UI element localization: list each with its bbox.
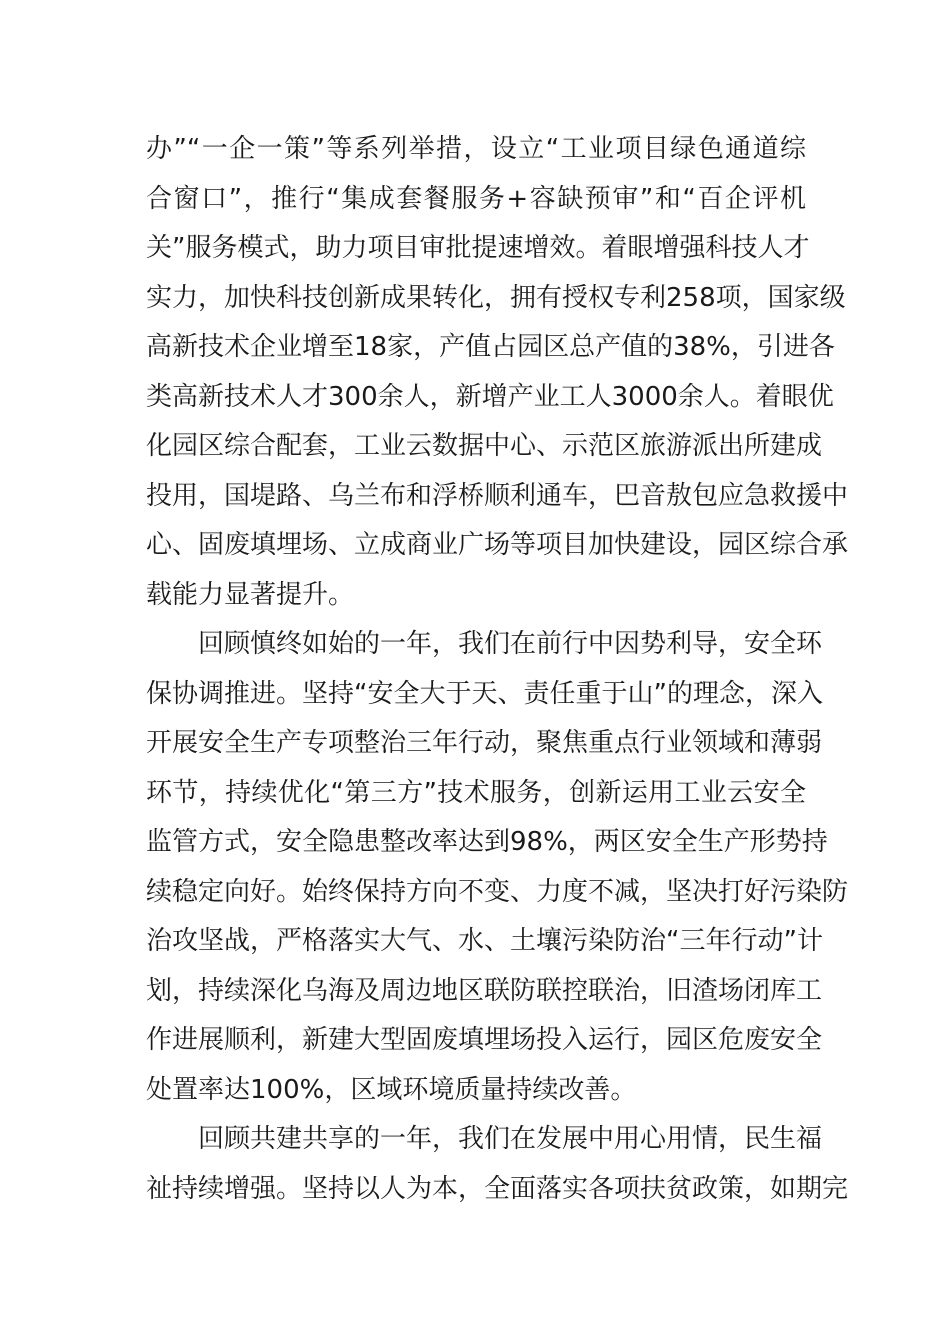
text-line: 处置率达100%，区域环境质量持续改善。 [146,1074,637,1105]
text-line: 划，持续深化乌海及周边地区联防联控联治，旧渣场闭库工 [146,975,823,1006]
text-line: 监管方式，安全隐患整改率达到98%，两区安全生产形势持 [146,827,828,857]
text-line: 类高新技术人才300余人，新增产业工人3000余人。着眼优 [146,381,834,412]
body-text [146,125,849,1214]
text-line: 祉持续增强。坚持以人为本，全面落实各项扶贫政策，如期完 [146,1173,849,1204]
text-line: 投用，国堤路、乌兰布和浮桥顺利通车，巴音敖包应急救援中 [146,480,849,511]
text-line: 心、固废填埋场、立成商业广场等项目加快建设，园区综合承 [146,530,849,560]
text-line: 高新技术企业增至18家，产值占园区总产值的38%，引进各 [146,332,835,362]
paragraph-2 [146,620,849,1115]
text-line: 化园区综合配套，工业云数据中心、示范区旅游派出所建成 [146,431,823,461]
text-line: 回顾共建共享的一年，我们在发展中用心用情，民生福 [198,1124,823,1154]
text-line: 环节，持续优化“第三方”技术服务，创新运用工业云安全 [146,777,806,808]
paragraph-3 [146,1115,849,1214]
text-line: 合窗口”，推行“集成套餐服务+容缺预审”和“百企评机 [146,183,806,214]
text-line: 实力，加快科技创新成果转化，拥有授权专利258项，国家级 [146,282,846,313]
text-line: 保协调推进。坚持“安全大于天、责任重于山”的理念，深入 [146,678,823,709]
text-line: 续稳定向好。始终保持方向不变、力度不减，坚决打好污染防 [146,876,849,907]
text-line: 办”“一企一策”等系列举措，设立“工业项目绿色通道综 [146,134,806,164]
text-line: 治攻坚战，严格落实大气、水、土壤污染防治“三年行动”计 [146,926,823,956]
text-line: 关”服务模式，助力项目审批提速增效。着眼增强科技人才 [146,233,810,263]
paragraph-1 [146,125,849,620]
text-line: 开展安全生产专项整治三年行动，聚焦重点行业领域和薄弱 [146,728,823,758]
text-line: 回顾慎终如始的一年，我们在前行中因势利导，安全环 [198,629,823,659]
text-line: 载能力显著提升。 [146,579,355,610]
text-line: 作进展顺利，新建大型固废填埋场投入运行，园区危废安全 [146,1025,823,1055]
